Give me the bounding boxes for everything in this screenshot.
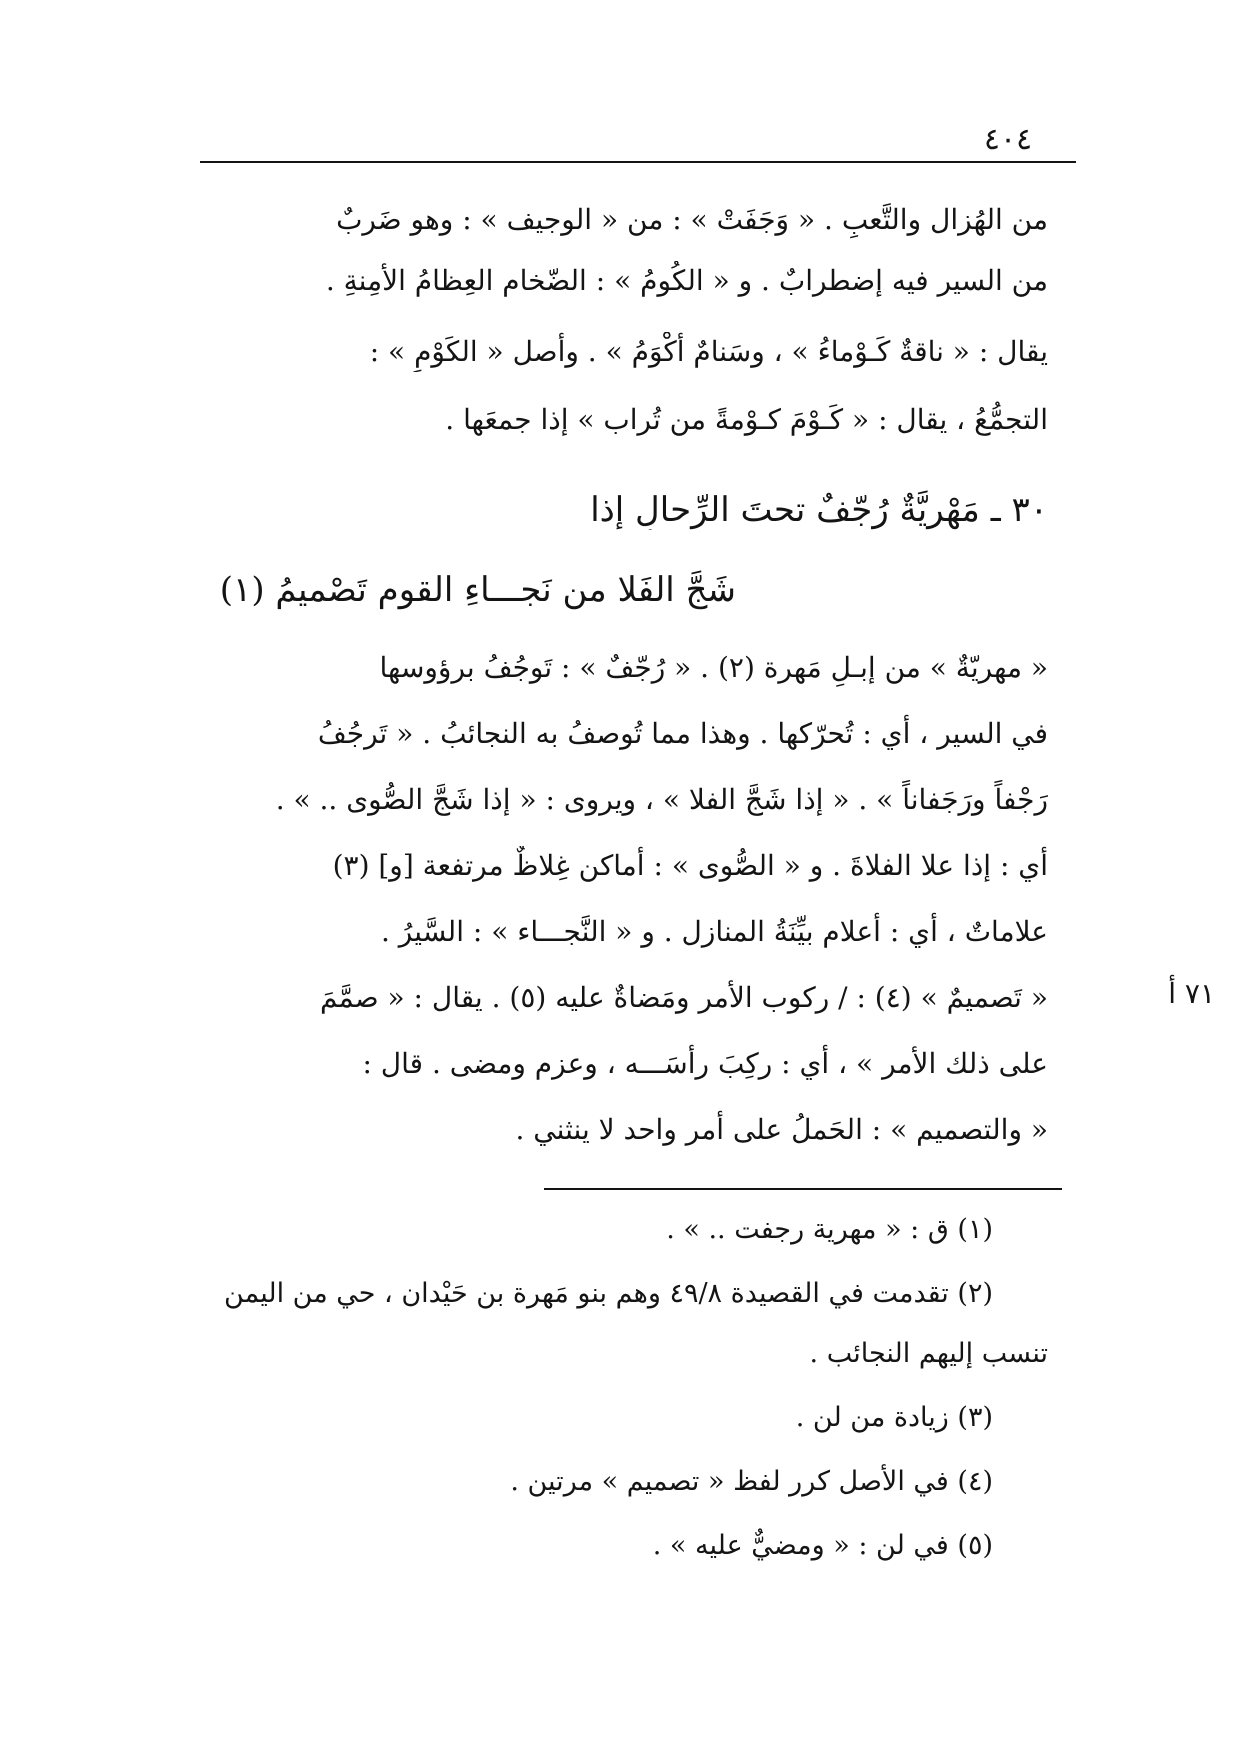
commentary-line: « والتصميم » : الحَملُ على أمر واحد لا ينثني .	[515, 1113, 1048, 1146]
footnote: تنسب إليهم النجائب .	[809, 1338, 1048, 1369]
commentary-line: على ذلك الأمر » ، أي : ركِبَ رأسَـــه ، وعزم ومضى . قال :	[362, 1047, 1048, 1080]
commentary-line: « تَصميمٌ » (٤) : / ركوب الأمر ومَضاةٌ عليه (٥) . يقال : « صمَّمَ	[320, 981, 1048, 1014]
body-line: التجمُّعُ ، يقال : « كَـوْمَ كـوْمةً من تُراب » إذا جمعَها .	[445, 403, 1048, 436]
commentary-line: في السير ، أي : تُحرّكها . وهذا مما تُوصفُ به النجائبُ . « تَرجُفُ	[317, 717, 1048, 750]
footnote-rule	[544, 1188, 1062, 1190]
commentary-text	[200, 648, 1048, 1168]
footnote: (٤) في الأصل كرر لفظ « تصميم » مرتين .	[510, 1466, 993, 1497]
footnotes	[200, 1210, 1048, 1590]
body-line: من الهُزال والتَّعبِ . « وَجَفَتْ » : من « الوجيف » : وهو ضَربٌ	[336, 203, 1048, 236]
verse-line: ٣٠ ـ مَهْرِيَّةٌ رُجّفٌ تحتَ الرِّحالِ إذا	[590, 490, 1048, 530]
commentary-line: أي : إذا علا الفلاةَ . و « الصُّوى » : أماكن غِلاظٌ مرتفعة [و] (٣)	[332, 849, 1048, 882]
footnote: (٣) زيادة من لن .	[795, 1402, 993, 1433]
footnote: (٢) تقدمت في القصيدة ٤٩/٨ وهم بنو مَهرة بن حَيْدان ، حي من اليمن	[224, 1278, 993, 1309]
footnote: (٥) في لن : « ومضيٌّ عليه » .	[652, 1530, 993, 1561]
commentary-line: رَجْفاً ورَجَفاناً » . « إذا شَجَّ الفلا » ، ويروى : « إذا شَجَّ الصُّوى .. » .	[275, 783, 1048, 816]
page-number: ٤٠٤	[983, 122, 1033, 157]
body-line: من السير فيه إضطرابٌ . و « الكُومُ » : الضّخام العِظامُ الأمِنةِ .	[325, 264, 1048, 297]
header-rule	[200, 161, 1076, 163]
verse-line: شَجَّ الفَلا من نَجـــاءِ القومِ تَصْميمُ (١)	[219, 570, 736, 610]
commentary-line: « مهريّةٌ » من إبـلِ مَهرة (٢) . « رُجّفٌ » : تَوجُفُ برؤوسها	[379, 651, 1048, 684]
body-line: يقال : « ناقةٌ كَـوْماءُ » ، وسَنامٌ أكْوَمُ » . وأصل « الكَوْمِ » :	[369, 335, 1048, 368]
commentary-line: علاماتٌ ، أي : أعلام بيِّنَةُ المنازل . و « النَّجـــاء » : السَّيرُ .	[381, 915, 1048, 948]
verse	[200, 490, 1048, 620]
body-text	[200, 200, 1048, 450]
footnote: (١) ق : « مهرية رجفت .. » .	[666, 1214, 993, 1245]
margin-folio-note: ٧١ أ	[1168, 977, 1215, 1010]
